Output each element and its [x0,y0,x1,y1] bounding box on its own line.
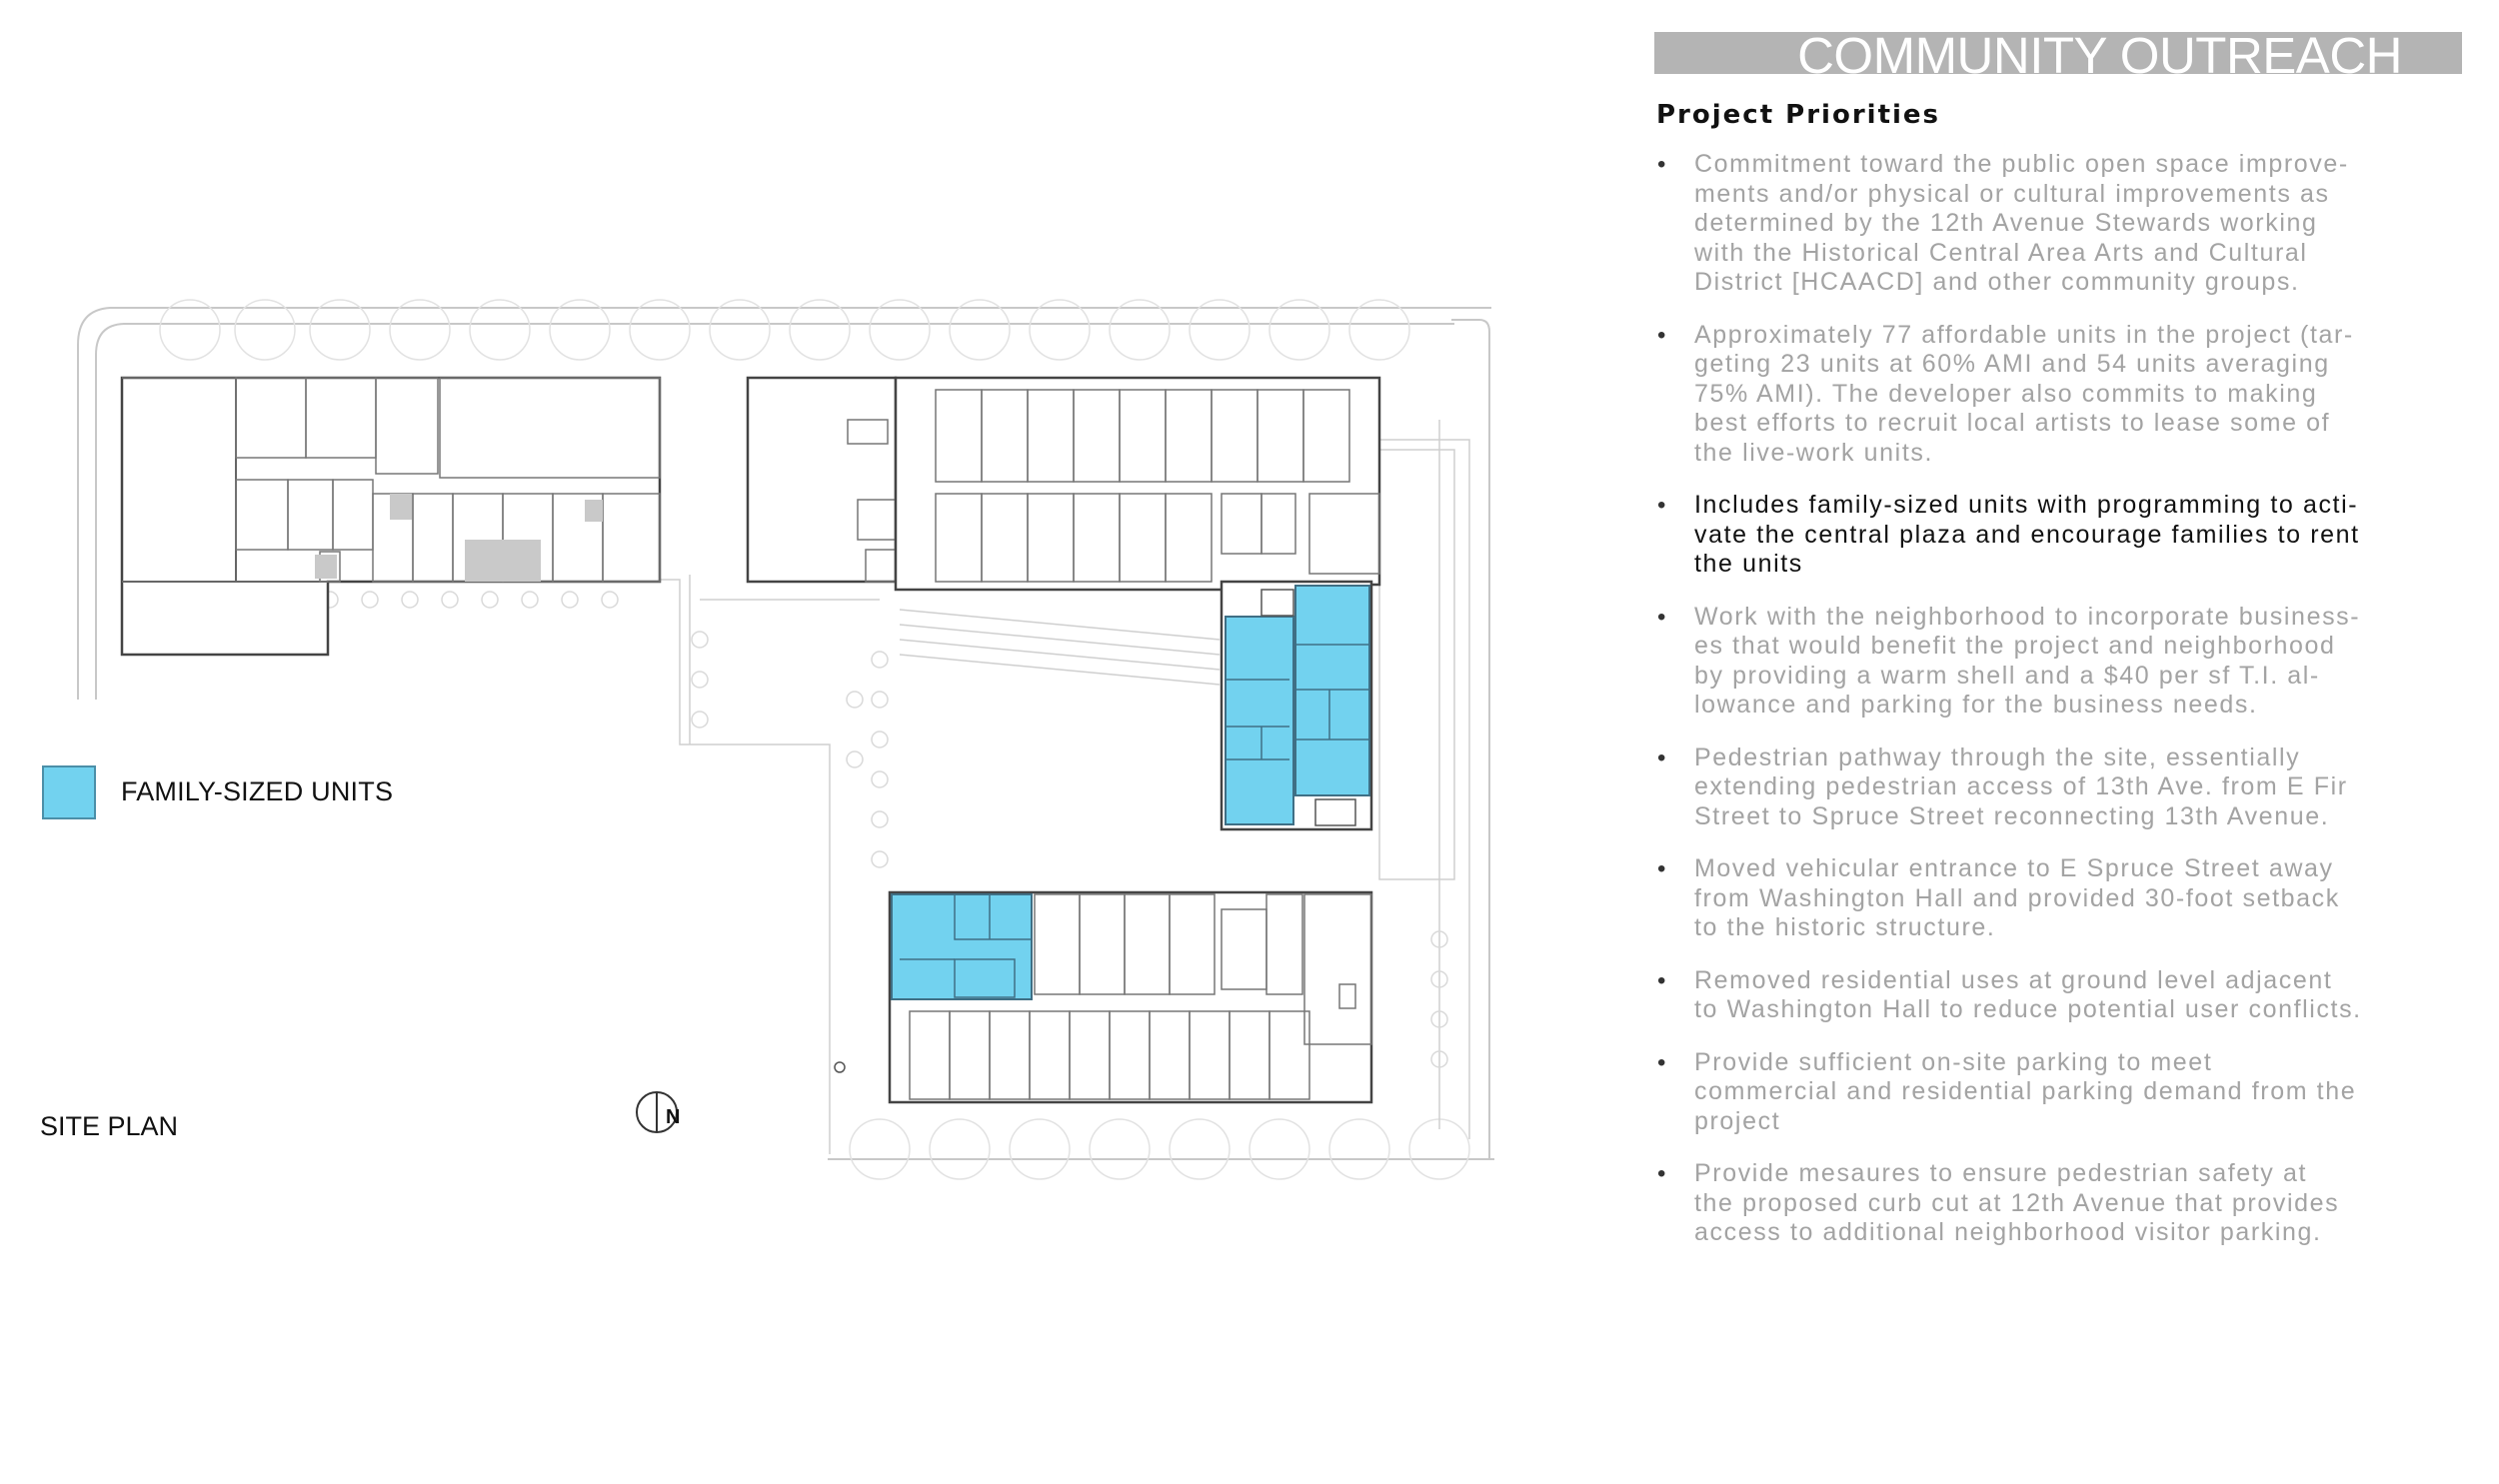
bullet-icon: • [1657,603,1668,631]
priority-item [1654,603,2474,721]
priority-text: Provide sufficient on-site parking to meet commercial and residential parking demand from the project [1694,1047,2357,1135]
bullet-icon: • [1657,321,1668,349]
priority-text: Removed residential uses at ground level adjacent to Washington Hall to reduce potential user conflicts. [1694,965,2362,1023]
priority-item [1654,1159,2474,1248]
north-arrow [637,1092,680,1132]
legend-swatch-family-units [42,765,96,819]
building-north-wing [896,378,1379,590]
section-heading: Project Priorities [1656,100,1941,130]
priority-text: Moved vehicular entrance to E Spruce Street away from Washington Hall and provided 30-foot setback to the historic structure. [1694,854,2340,941]
site-plan-label: SITE PLAN [40,1111,179,1141]
family-units-east [1226,586,1369,824]
priority-text: Approximately 77 affordable units in the project (tar- geting 23 units at 60% AMI and 54 units averaging 75% AMI). The developer also commits to making best efforts to recruit local artists to lease some of the live-work units. [1694,320,2354,467]
priorities-list [1654,150,2474,1271]
priority-item [1654,150,2474,298]
bullet-icon: • [1657,1160,1668,1187]
page-title: COMMUNITY OUTREACH [1797,32,2402,74]
priority-item [1654,966,2474,1025]
north-arrow-label: N [666,1106,681,1128]
priority-item [1654,1048,2474,1137]
bullet-icon: • [1657,855,1668,882]
priority-text: Work with the neighborhood to incorporate business- es that would benefit the project and neighborhood by providing a warm shell and a $40 per sf T.I. al- lowance and parking for the business needs. [1694,602,2361,719]
priority-text: Commitment toward the public open space improve- ments and/or physical or cultural improvements as determined by the 12th Avenue Stewards working with the Historical Central Area Arts and Cultural District [HCAACD] and other community groups. [1694,150,2349,296]
priority-text: Provide mesaures to ensure pedestrian safety at the proposed curb cut at 12th Avenue that provides access to additional neighborhood visitor parking. [1694,1159,2340,1246]
priority-item [1654,321,2474,469]
bullet-icon: • [1657,743,1668,771]
family-units-south [892,894,1032,999]
building-central [748,378,896,582]
priority-item [1654,491,2474,580]
bullet-icon: • [1657,492,1668,519]
priority-text: Includes family-sized units with programming to acti- vate the central plaza and encourage families to rent the units [1694,491,2360,578]
legend-label: FAMILY-SIZED UNITS [121,776,394,806]
bullet-icon: • [1657,151,1668,178]
priority-text: Pedestrian pathway through the site, essentially extending pedestrian access of 13th Ave. from E Fir Street to Spruce Street reconnecting 13th Avenue. [1694,742,2348,830]
priority-item [1654,743,2474,832]
bullet-icon: • [1657,1048,1668,1076]
title-bar [1654,32,2462,74]
site-marker [835,1062,845,1072]
priority-item [1654,854,2474,943]
bullet-icon: • [1657,966,1668,994]
